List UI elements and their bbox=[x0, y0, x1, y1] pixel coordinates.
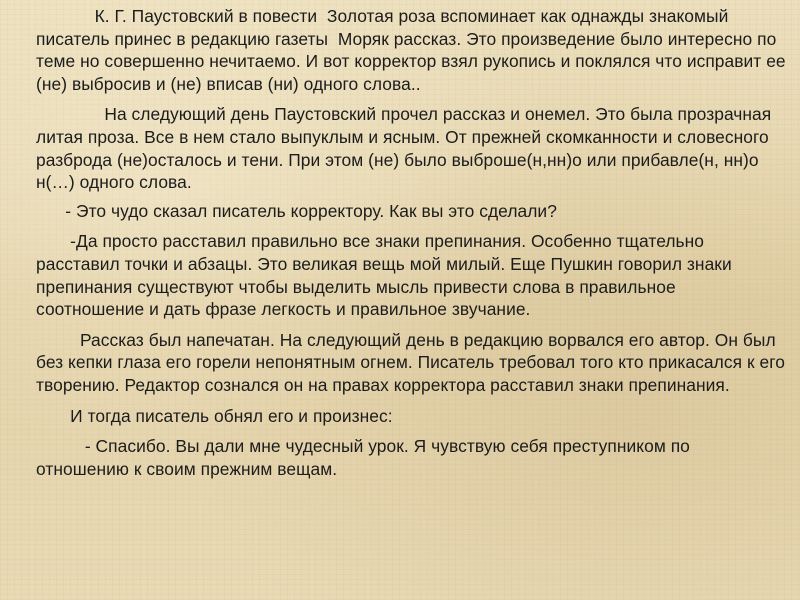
paragraph-miracle-question: - Это чудо сказал писатель корректору. Как вы это сделали? bbox=[36, 200, 557, 221]
paragraph-intro: К. Г. Паустовский в повести Золотая роза вспоминает как однажды знакомый писатель принес в редакцию газеты Моряк рассказ. Это произведение было интересно по теме но совершенно нечитаемо. И вот корректор взял рукопись и поклялся что исправит ее (не) выбросив и (не) вписав (ни) одного слова.. bbox=[36, 6, 791, 94]
paragraph-embrace: И тогда писатель обнял его и произнес: bbox=[36, 405, 393, 426]
paragraph-punctuation-answer: -Да просто расставил правильно все знаки препинания. Особенно тщательно расставил точки и абзацы. Это великая вещь мой милый. Еще Пушкин говорил знаки препинания существуют чтобы выделить мысль привести слова в правильное соотношение и дать фразе легкость и правильное звучание. bbox=[36, 231, 737, 320]
paragraph-thanks: - Спасибо. Вы дали мне чудесный урок. Я чувствую себя преступником по отношению к своим прежним вещам. bbox=[36, 436, 695, 479]
story-text bbox=[36, 5, 791, 480]
paragraph-next-day: На следующий день Паустовский прочел рассказ и онемел. Это была прозрачная литая проза. Все в нем стало выпуклым и ясным. От прежней скомканности и словесного разброда (не)осталось и тени. При этом (не) было выброше(н,нн)о или прибавле(н, нн)о н(…) одного слова. bbox=[36, 104, 777, 193]
paragraph-author-arrival: Рассказ был напечатан. На следующий день в редакцию ворвался его автор. Он был без кепки глаза его горели непонятным огнем. Писатель требовал того кто прикасался к его творению. Редактор сознался он на правах корректора расставил знаки препинания. bbox=[36, 329, 790, 395]
